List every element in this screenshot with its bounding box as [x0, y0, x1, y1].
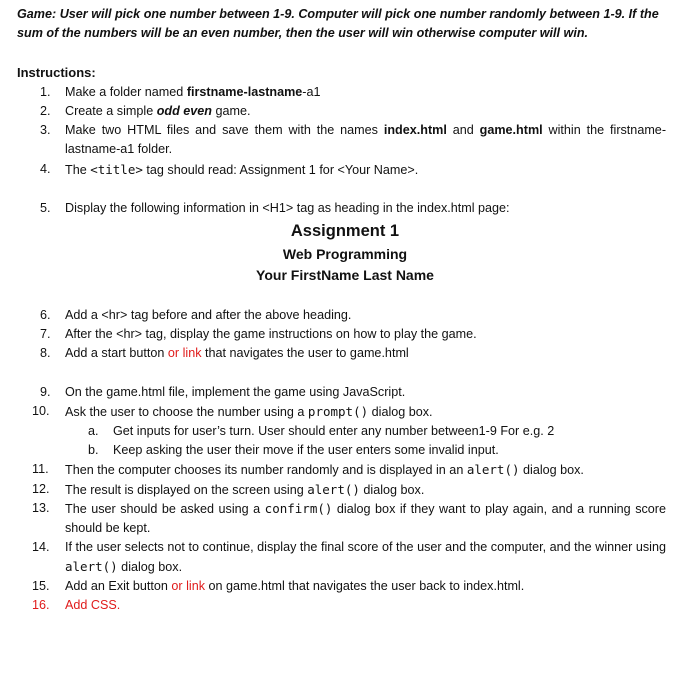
sample-heading-title: Assignment 1 — [290, 222, 400, 240]
item-text: Display the following information in <H1> tag as heading in the index.html page: — [65, 201, 510, 215]
item-text — [65, 538, 666, 577]
text-part: Create a simple — [65, 104, 157, 118]
text-part: Add a start button — [65, 346, 168, 360]
item-number: 2. — [40, 104, 51, 118]
item-text — [65, 102, 666, 121]
text-part: Make a folder named — [65, 85, 187, 99]
sample-heading-name: Your FirstName Last Name — [256, 267, 434, 283]
file-name: game.html — [479, 123, 543, 137]
item-text: On the game.html file, implement the game using JavaScript. — [65, 385, 406, 399]
highlight-text: or link — [171, 579, 206, 593]
text-part: dialog box. — [359, 483, 425, 497]
text-part: The — [65, 163, 91, 177]
highlight-text: or link — [167, 346, 202, 360]
item-text: Add CSS. — [65, 598, 121, 612]
sample-heading-course: Web Programming — [282, 246, 408, 262]
text-part: The user should be asked using a — [65, 502, 265, 516]
item-number: 1. — [40, 85, 51, 99]
code-snippet: prompt() — [307, 404, 369, 419]
text-part: Then the computer chooses its number randomly and is displayed in an — [65, 463, 467, 477]
item-number: 7. — [40, 327, 51, 341]
text-part: dialog box. — [519, 463, 584, 477]
game-type: odd even — [156, 104, 212, 118]
text-part: dialog box if they want to play again, and a running score should be kept. — [65, 502, 666, 535]
text-part: that navigates the user to game.html — [201, 346, 409, 360]
text-part: Ask the user to choose the number using a — [65, 405, 308, 419]
item-number: 14. — [32, 540, 50, 554]
item-text — [65, 499, 666, 538]
text-part: on game.html that navigates the user back to index.html. — [205, 579, 525, 593]
text-part: dialog box. — [368, 405, 433, 419]
item-number: 15. — [32, 579, 50, 593]
code-snippet: alert() — [65, 559, 118, 574]
text-part: within the firstname-lastname-a1 folder. — [65, 123, 667, 156]
instructions-heading: Instructions: — [17, 65, 96, 80]
text-part: tag should read: Assignment 1 for <Your Name>. — [142, 163, 419, 177]
item-text — [65, 160, 666, 180]
item-text — [65, 402, 666, 422]
text-part: game. — [212, 104, 251, 118]
item-number: 6. — [40, 308, 51, 322]
item-text — [65, 121, 666, 159]
item-number: 11. — [32, 462, 49, 476]
item-text — [65, 344, 666, 363]
code-snippet: alert() — [307, 482, 360, 497]
text-part: dialog box. — [117, 560, 183, 574]
code-snippet: confirm() — [264, 501, 333, 516]
item-number: 13. — [32, 501, 50, 515]
text-part: and — [446, 123, 480, 137]
text-part: Add an Exit button — [65, 579, 172, 593]
item-text — [65, 480, 666, 500]
item-number: 12. — [32, 482, 50, 496]
text-part: Make two HTML files and save them with the names — [65, 123, 384, 137]
item-number: 5. — [40, 201, 51, 215]
game-description: Game: User will pick one number between 1-9. Computer will pick one number randomly between 1-9. If the sum of the numbers will be an even number, then the user will win otherwise computer will win. — [17, 7, 659, 40]
item-text — [65, 577, 666, 596]
item-number: 10. — [32, 404, 50, 418]
code-snippet: alert() — [466, 462, 520, 477]
folder-name: firstname-lastname — [186, 85, 303, 99]
code-snippet: <title> — [90, 162, 143, 177]
sub-item-letter: a. — [88, 424, 99, 438]
file-name: index.html — [383, 123, 447, 137]
item-number: 3. — [40, 123, 51, 137]
sub-item-letter: b. — [88, 443, 99, 457]
item-number: 16. — [32, 598, 50, 612]
item-number: 8. — [40, 346, 51, 360]
item-text: Add a <hr> tag before and after the above heading. — [65, 308, 352, 322]
item-text — [65, 460, 666, 480]
sub-item-text: Keep asking the user their move if the user enters some invalid input. — [113, 443, 499, 457]
item-number: 4. — [40, 162, 51, 176]
item-number: 9. — [40, 385, 51, 399]
item-text — [65, 83, 666, 102]
sub-item-text: Get inputs for user’s turn. User should enter any number between1-9 For e.g. 2 — [113, 424, 555, 438]
text-part: The result is displayed on the screen using — [65, 483, 308, 497]
text-part: -a1 — [302, 85, 321, 99]
item-text: After the <hr> tag, display the game instructions on how to play the game. — [65, 327, 477, 341]
text-part: If the user selects not to continue, display the final score of the user and the computer, and the winner using — [65, 540, 666, 554]
